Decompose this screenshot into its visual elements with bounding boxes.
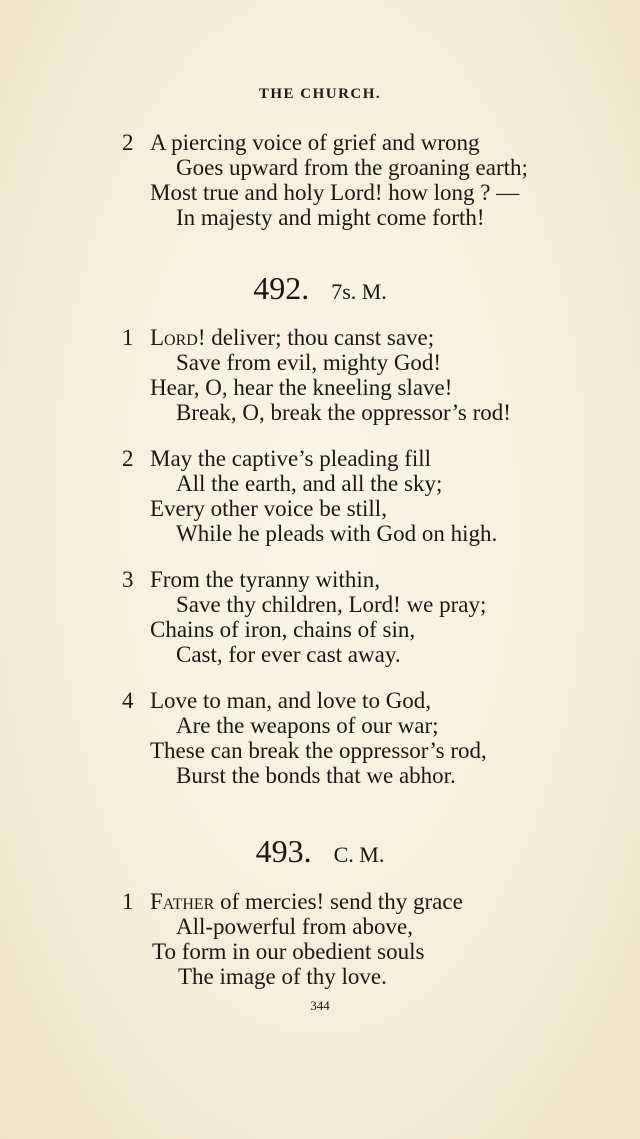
verse-line: May the captive’s pleading fill xyxy=(150,446,432,471)
stanza-number: 3 xyxy=(122,567,134,592)
verse-line: Most true and holy Lord! how long ? — xyxy=(150,180,520,205)
initial-word: Lord xyxy=(150,325,198,350)
verse-line: Goes upward from the groaning earth; xyxy=(176,155,528,180)
verse-line: Save from evil, mighty God! xyxy=(176,350,442,375)
verse-line-rest: of mercies! send thy grace xyxy=(214,889,463,914)
verse-line: Every other voice be still, xyxy=(150,496,387,521)
hymn-meter: 7s. M. xyxy=(331,279,387,304)
running-head: THE CHURCH. xyxy=(258,86,382,102)
stanza-number: 2 xyxy=(122,446,134,471)
verse-line: Chains of iron, chains of sin, xyxy=(150,617,416,642)
hymn-heading xyxy=(0,272,640,304)
verse-line xyxy=(150,326,434,349)
stanza-number: 1 xyxy=(122,889,134,914)
verse-line: In majesty and might come forth! xyxy=(176,205,485,230)
verse-line: The image of thy love. xyxy=(178,964,387,989)
verse-line: All the earth, and all the sky; xyxy=(176,471,443,496)
verse-line: These can break the oppressor’s rod, xyxy=(150,738,487,763)
verse-line-rest: ! deliver; thou canst save; xyxy=(197,325,435,350)
verse-line: Are the weapons of our war; xyxy=(176,713,439,738)
verse-line: A piercing voice of grief and wrong xyxy=(150,130,480,155)
hymn-heading xyxy=(0,835,640,867)
page-number: 344 xyxy=(310,998,330,1013)
stanza-number: 1 xyxy=(122,325,134,350)
hymn-number: 492. xyxy=(253,270,310,306)
verse-line: Cast, for ever cast away. xyxy=(176,642,401,667)
verse-line: To form in our obedient souls xyxy=(152,939,425,964)
initial-word: Father xyxy=(150,889,215,914)
verse-line: Hear, O, hear the kneeling slave! xyxy=(150,375,453,400)
hymn-number: 493. xyxy=(255,833,312,869)
stanza-number: 4 xyxy=(122,688,134,713)
verse-line: From the tyranny within, xyxy=(150,567,380,592)
hymn-meter: C. M. xyxy=(333,842,385,867)
verse-line: Break, O, break the oppressor’s rod! xyxy=(176,400,511,425)
verse-line: Burst the bonds that we abhor. xyxy=(176,763,456,788)
stanza-number: 2 xyxy=(122,130,134,155)
verse-line: All-powerful from above, xyxy=(176,914,413,939)
verse-line: Love to man, and love to God, xyxy=(150,688,432,713)
verse-line: While he pleads with God on high. xyxy=(176,521,498,546)
verse-line: Save thy children, Lord! we pray; xyxy=(176,592,487,617)
verse-line xyxy=(150,890,463,913)
